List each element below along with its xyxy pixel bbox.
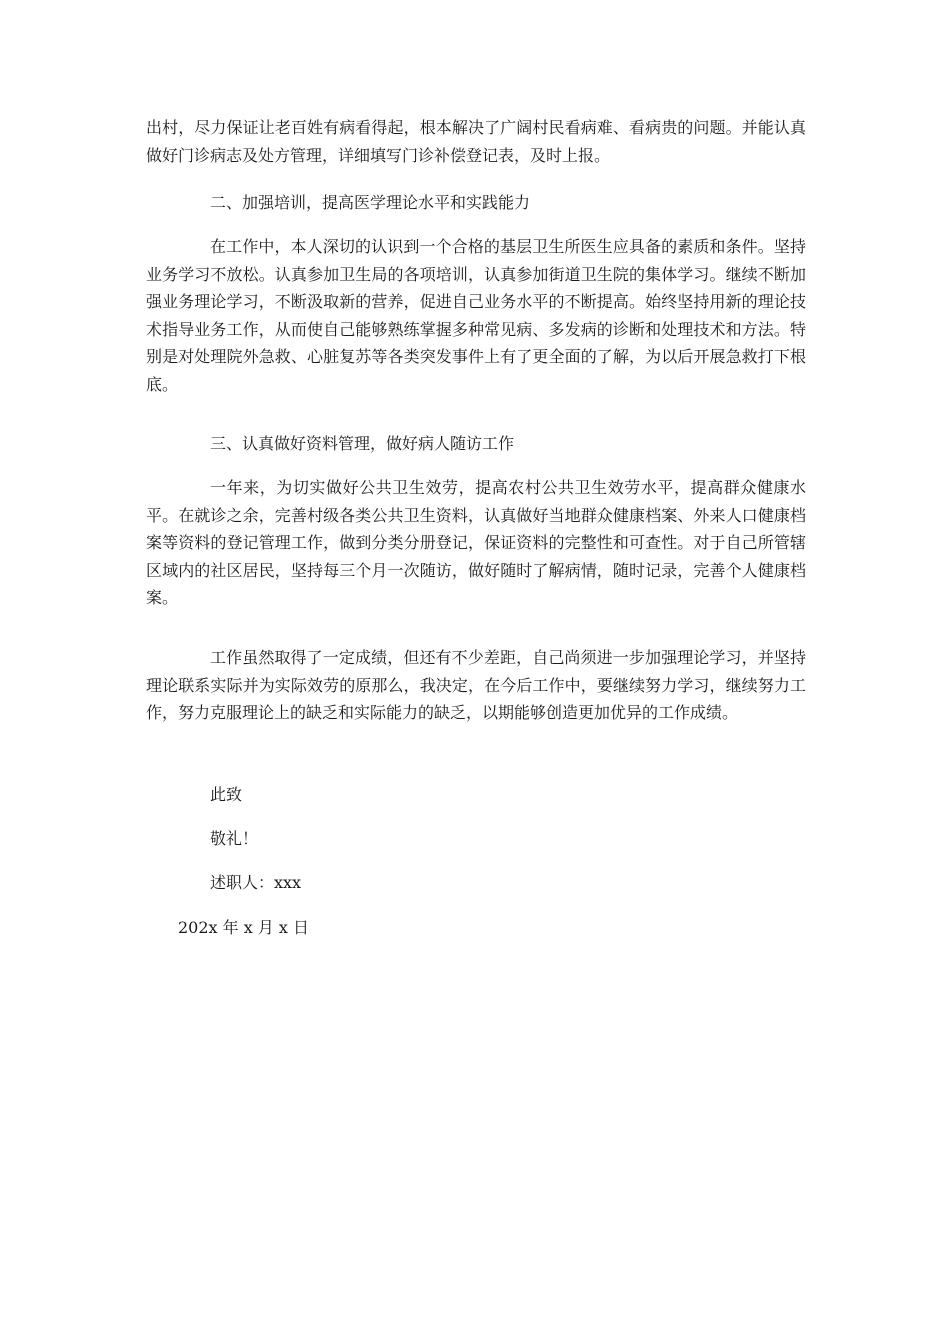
paragraph-continuation: 出村，尽力保证让老百姓有病看得起，根本解决了广阔村民看病难、看病贵的问题。并能认真做好门诊病志及处方管理，详细填写门诊补偿登记表，及时上报。 — [146, 118, 806, 165]
paragraph-3: 一年来，为切实做好公共卫生效劳，提高农村公共卫生效劳水平，提高群众健康水平。在就诊之余，完善村级各类公共卫生资料，认真做好当地群众健康档案、外来人口健康档案等资料的登记管理工作，做到分类分册登记，保证资料的完整性和可查性。对于自己所管辖区域内的社区居民，坚持每三个月一次随访，做好随时了解病情，随时记录，完善个人健康档案。 — [146, 478, 806, 607]
date: 202x 年 x 月 x 日 — [178, 918, 310, 937]
signature: 述职人：xxx — [210, 873, 302, 892]
closing-salutation: 此致 — [210, 785, 243, 804]
section-heading-3: 三、认真做好资料管理，做好病人随访工作 — [210, 434, 515, 453]
section-heading-2: 二、加强培训，提高医学理论水平和实践能力 — [210, 193, 531, 212]
paragraph-2: 在工作中，本人深切的认识到一个合格的基层卫生所医生应具备的素质和条件。坚持业务学习不放松。认真参加卫生局的各项培训，认真参加街道卫生院的集体学习。继续不断加强业务理论学习，不断汲取新的营养，促进自己业务水平的不断提高。始终坚持用新的理论技术指导业务工作，从而使自己能够熟练掌握多种常见病、多发病的诊断和处理技术和方法。特别是对处理院外急救、心脏复苏等各类突发事件上有了更全面的了解，为以后开展急救打下根底。 — [146, 237, 806, 394]
paragraph-4: 工作虽然取得了一定成绩，但还有不少差距，自己尚须进一步加强理论学习，并坚持理论联系实际并为实际效劳的原那么，我决定，在今后工作中，要继续努力学习，继续努力工作，努力克服理论上的缺乏和实际能力的缺乏，以期能够创造更加优异的工作成绩。 — [146, 648, 806, 722]
closing-regards: 敬礼！ — [210, 829, 259, 848]
